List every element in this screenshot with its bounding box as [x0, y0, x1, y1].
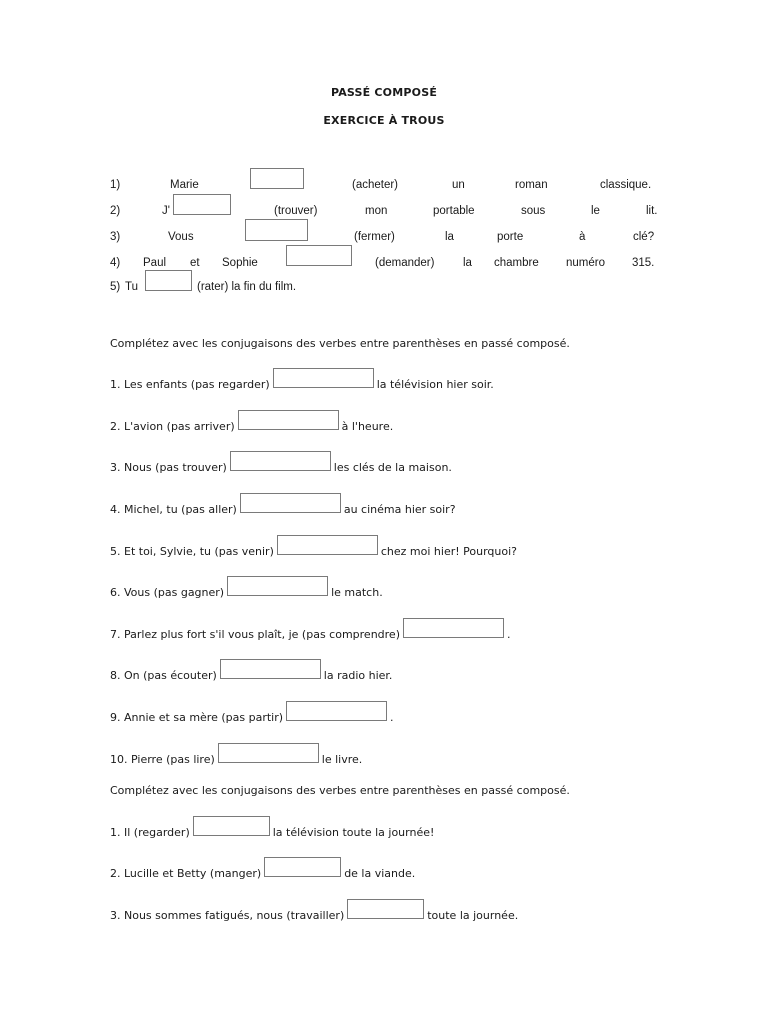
item-number: 1) [110, 179, 121, 191]
answer-blank[interactable] [193, 816, 270, 836]
section-instruction: Complétez avec les conjugaisons des verbes entre parenthèses en passé composé. [110, 337, 570, 350]
exercise-item [110, 535, 517, 559]
word: et [190, 257, 200, 269]
word: porte [497, 231, 524, 243]
word: le [591, 205, 600, 217]
section-instruction: Complétez avec les conjugaisons des verbes entre parenthèses en passé composé. [110, 784, 570, 797]
item-continuation: la radio hier. [323, 669, 393, 682]
word: 315. [632, 257, 655, 269]
exercise-item [110, 618, 511, 642]
item-continuation: . [390, 711, 394, 724]
exercise-item [110, 816, 434, 840]
item-prompt: 3. Nous sommes fatigués, nous (travailler) [110, 909, 345, 922]
word: sous [521, 205, 546, 217]
item-continuation: le livre. [321, 753, 363, 766]
word: Paul [143, 257, 167, 269]
exercise-item [110, 368, 494, 392]
word: J' [162, 205, 170, 217]
item-continuation: les clés de la maison. [333, 461, 452, 474]
answer-blank-2[interactable] [173, 194, 231, 215]
item-prompt: 2. L'avion (pas arriver) [110, 420, 235, 433]
item-number: 2) [110, 205, 121, 217]
answer-blank-4[interactable] [286, 245, 352, 266]
word: un [452, 179, 465, 191]
item-prompt: 2. Lucille et Betty (manger) [110, 867, 262, 880]
item-prompt: 5. Et toi, Sylvie, tu (pas venir) [110, 545, 274, 558]
word: (demander) [375, 257, 435, 269]
item-number: 5) [110, 281, 121, 293]
answer-blank[interactable] [264, 857, 341, 877]
answer-blank[interactable] [238, 410, 339, 430]
answer-blank[interactable] [220, 659, 321, 679]
item-continuation: . [507, 628, 511, 641]
item-continuation: la télévision hier soir. [376, 378, 494, 391]
word: la [463, 257, 472, 269]
exercise-item [110, 857, 415, 881]
exercise-item [110, 701, 394, 725]
item-continuation: au cinéma hier soir? [343, 503, 456, 516]
word: Tu [125, 281, 138, 293]
item-prompt: 10. Pierre (pas lire) [110, 753, 215, 766]
item-continuation: de la viande. [344, 867, 416, 880]
answer-blank-3[interactable] [245, 219, 308, 241]
item-prompt: 3. Nous (pas trouver) [110, 461, 227, 474]
answer-blank[interactable] [286, 701, 387, 721]
word: classique. [600, 179, 652, 191]
exercise-item [110, 743, 362, 767]
exercise-item [110, 576, 383, 600]
word: portable [433, 205, 475, 217]
item-prompt: 4. Michel, tu (pas aller) [110, 503, 237, 516]
page-title: PASSÉ COMPOSÉ [330, 86, 438, 99]
word: Sophie [222, 257, 258, 269]
answer-blank[interactable] [240, 493, 341, 513]
word: Vous [168, 231, 194, 243]
exercise-item [110, 659, 392, 683]
word: (acheter) [352, 179, 399, 191]
answer-blank[interactable] [403, 618, 504, 638]
answer-blank-5[interactable] [145, 270, 192, 291]
item-continuation: à l'heure. [341, 420, 394, 433]
word: chambre [494, 257, 539, 269]
answer-blank-1[interactable] [250, 168, 304, 189]
answer-blank[interactable] [347, 899, 424, 919]
word: (trouver) [274, 205, 318, 217]
word: la [445, 231, 454, 243]
item-prompt: 6. Vous (pas gagner) [110, 586, 225, 599]
word: numéro [566, 257, 605, 269]
exercise-item [110, 410, 393, 434]
word: (rater) la fin du film. [197, 281, 297, 293]
item-prompt: 1. Les enfants (pas regarder) [110, 378, 270, 391]
item-prompt: 9. Annie et sa mère (pas partir) [110, 711, 284, 724]
word: mon [365, 205, 388, 217]
word: clé? [633, 231, 655, 243]
answer-blank[interactable] [230, 451, 331, 471]
item-prompt: 1. Il (regarder) [110, 826, 190, 839]
item-prompt: 8. On (pas écouter) [110, 669, 217, 682]
word: Marie [170, 179, 199, 191]
item-number: 3) [110, 231, 121, 243]
exercise-item [110, 899, 518, 923]
item-continuation: toute la journée. [427, 909, 519, 922]
answer-blank[interactable] [227, 576, 328, 596]
word: lit. [646, 205, 658, 217]
item-prompt: 7. Parlez plus fort s'il vous plaît, je (pas comprendre) [110, 628, 400, 641]
word: à [579, 231, 586, 243]
item-continuation: le match. [331, 586, 383, 599]
answer-blank[interactable] [273, 368, 374, 388]
answer-blank[interactable] [277, 535, 378, 555]
item-continuation: la télévision toute la journée! [272, 826, 435, 839]
word: roman [515, 179, 548, 191]
page-subtitle: EXERCICE À TROUS [323, 114, 445, 127]
item-continuation: chez moi hier! Pourquoi? [380, 545, 518, 558]
exercise-item [110, 493, 456, 517]
exercise-item [110, 451, 452, 475]
answer-blank[interactable] [218, 743, 319, 763]
item-number: 4) [110, 257, 121, 269]
word: (fermer) [354, 231, 395, 243]
